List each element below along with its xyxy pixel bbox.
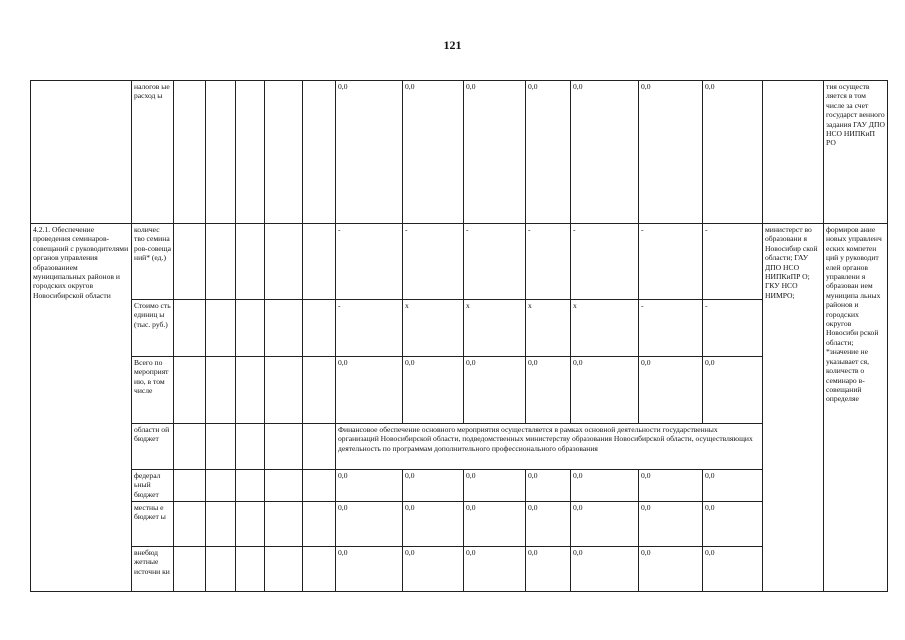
value-cell: - [703,224,763,300]
table-cell [236,470,265,502]
value-cell: 0,0 [403,502,464,547]
table-cell [206,81,236,224]
value-cell: 0,0 [464,502,526,547]
table-cell [206,357,236,424]
table-cell [236,424,265,470]
value-cell: - [464,224,526,300]
value-cell: 0,0 [464,547,526,592]
value-cell: 0,0 [336,547,403,592]
table-cell [206,300,236,357]
value-cell: 0,0 [336,470,403,502]
table-cell [303,300,336,357]
value-cell: 0,0 [464,81,526,224]
table-cell [236,81,265,224]
value-cell: 0,0 [571,470,639,502]
value-cell: 0,0 [639,547,703,592]
table-cell [303,502,336,547]
table-cell [206,224,236,300]
value-cell: 0,0 [571,81,639,224]
value-cell: 0,0 [703,502,763,547]
value-cell: 0,0 [571,547,639,592]
table-cell [31,81,132,224]
value-cell: 0,0 [703,470,763,502]
table-cell [303,470,336,502]
value-cell: 0,0 [464,470,526,502]
table-cell [236,357,265,424]
value-cell: 0,0 [639,470,703,502]
table-cell [303,81,336,224]
event-name-cell: 4.2.1. Обеспечение проведения семинаров-совещаний с руководителями органов управления образованием муниципальных районов и городских округов Новосибирской области [31,224,132,592]
indicator-cell: областн ой бюджет [132,424,174,470]
table-cell [174,81,206,224]
indicator-cell: количес тво семина ров-совеща ний* (ед.) [132,224,174,300]
value-cell: 0,0 [526,81,571,224]
value-cell: 0,0 [403,470,464,502]
table-cell [174,300,206,357]
table-cell [174,224,206,300]
table-row [31,81,888,224]
value-cell: - [403,224,464,300]
table-cell [236,547,265,592]
table-cell [206,547,236,592]
table-cell [303,357,336,424]
table-cell [206,470,236,502]
value-cell: 0,0 [703,81,763,224]
table-cell [174,547,206,592]
value-cell: - [639,300,703,357]
result-cell: формиров ание новых управленч еских компетен ций у руководит елей органов управлени я образован ием муниципа льных районов и городских округов Новосиби рской области; *значение не указывает ся, количеств о семинаро в-совещаний определяе [824,224,888,592]
table-cell [236,502,265,547]
value-cell: х [403,300,464,357]
indicator-cell: налогов ые расход ы [132,81,174,224]
value-cell: 0,0 [571,502,639,547]
financing-note-cell: Финансовое обеспечение основного мероприятия осуществляется в рамках основной деятельности государственных организаций Новосибирской области, подведомственных министерству образования Новосибирской области, осуществляющих деятельность по программам дополнительного профессионального образования [336,424,763,470]
table-cell [174,502,206,547]
table-cell [174,470,206,502]
table-cell [265,502,303,547]
value-cell: 0,0 [639,81,703,224]
value-cell: 0,0 [403,547,464,592]
table-cell [265,424,303,470]
executor-cell: министерст во образовани я Новосибир ской области; ГАУ ДПО НСО НИПКиПР О; ГКУ НСО НИМРО; [763,224,824,592]
value-cell: - [639,224,703,300]
table-cell [236,224,265,300]
value-cell: х [526,300,571,357]
table-cell [303,224,336,300]
table-cell [303,424,336,470]
indicator-cell: Всего по мероприятию, в том числе [132,357,174,424]
value-cell: - [336,224,403,300]
page-number: 121 [443,38,462,52]
value-cell: 0,0 [526,502,571,547]
table-cell [236,300,265,357]
value-cell: 0,0 [571,357,639,424]
table-row [31,470,888,502]
table-cell [265,224,303,300]
value-cell: - [336,300,403,357]
value-cell: 0,0 [464,357,526,424]
value-cell: 0,0 [403,357,464,424]
indicator-cell: местны е бюджет ы [132,502,174,547]
value-cell: 0,0 [336,81,403,224]
indicator-cell: Стоимо сть единиц ы (тыс. руб.) [132,300,174,357]
table-cell [174,357,206,424]
table-row [31,424,888,470]
indicator-cell: федерал ьный бюджет [132,470,174,502]
table-cell [303,547,336,592]
table-cell [206,502,236,547]
value-cell: 0,0 [639,502,703,547]
table-cell [174,424,206,470]
table-cell [265,357,303,424]
value-cell: - [703,300,763,357]
table-cell [265,81,303,224]
value-cell: - [571,224,639,300]
value-cell: 0,0 [526,357,571,424]
table-cell [265,547,303,592]
note-cell: тия осуществ ляется в том числе за счет государст венного задания ГАУ ДПО НСО НИПКиП РО [824,81,888,224]
value-cell: х [571,300,639,357]
value-cell: 0,0 [336,502,403,547]
value-cell: 0,0 [336,357,403,424]
value-cell: 0,0 [639,357,703,424]
table-cell [206,424,236,470]
value-cell: 0,0 [526,470,571,502]
value-cell: х [464,300,526,357]
value-cell: 0,0 [703,357,763,424]
table-row [31,357,888,424]
table-cell [763,81,824,224]
table-row [31,502,888,547]
value-cell: 0,0 [403,81,464,224]
table-row [31,224,888,300]
value-cell: 0,0 [526,547,571,592]
table-cell [265,470,303,502]
table-row [31,547,888,592]
value-cell: - [526,224,571,300]
indicator-cell: внебюд жетные источни ки [132,547,174,592]
table-cell [265,300,303,357]
table-row [31,300,888,357]
value-cell: 0,0 [703,547,763,592]
budget-table [30,80,888,592]
